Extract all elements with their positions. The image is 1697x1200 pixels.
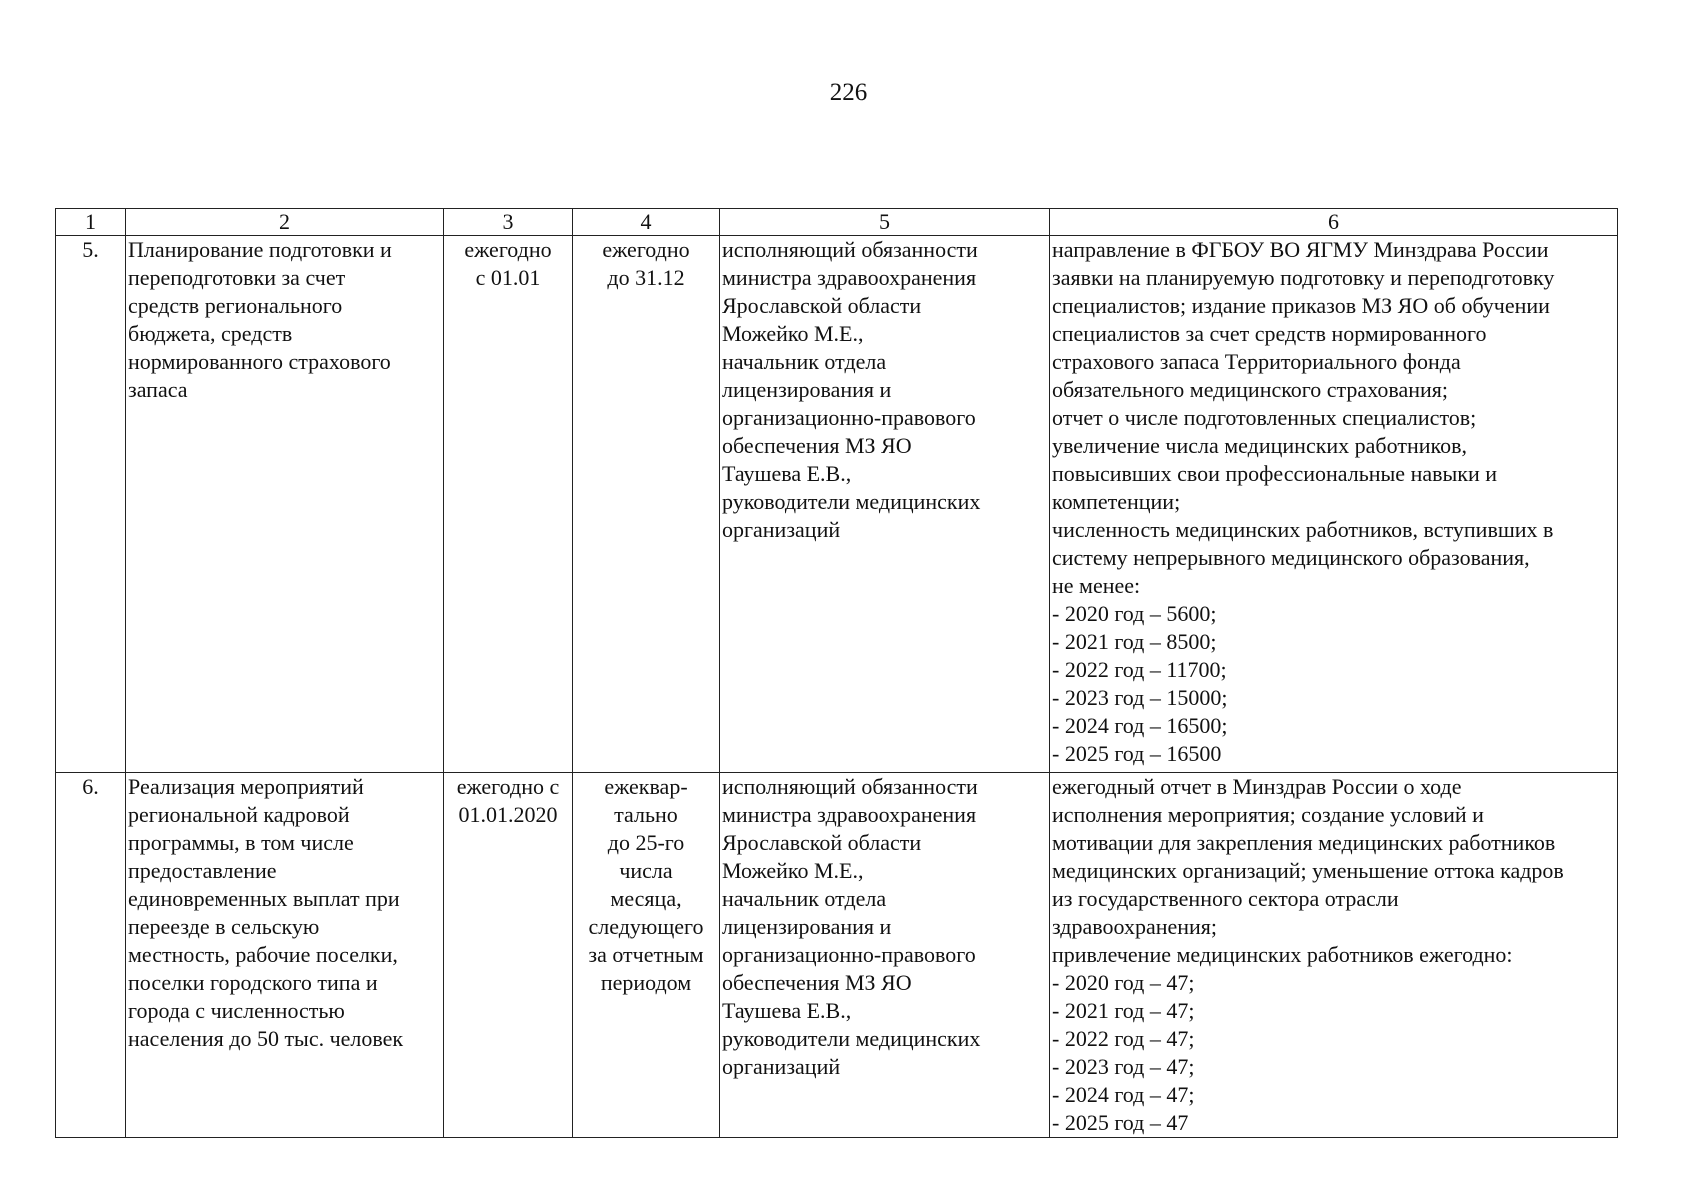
table-row [56, 236, 1618, 773]
measure-name-cell [126, 236, 444, 773]
cell-text-line: министра здравоохранения [722, 265, 977, 290]
cell-text-line: ежегодный отчет в Минздрав России о ходе [1052, 774, 1462, 799]
cell-text-line: населения до 50 тыс. человек [128, 1026, 404, 1051]
cell-text-line: направление в ФГБОУ ВО ЯГМУ Минздрава России [1052, 237, 1549, 262]
cell-text-line: ежегодно [464, 237, 552, 262]
cell-text-line: Ярославской области [722, 293, 922, 318]
cell-text-line: за отчетным [588, 942, 704, 967]
cell-text-line: руководители медицинских [722, 489, 981, 514]
cell-text-line: начальник отдела [722, 349, 887, 374]
cell-text-line: Таушева Е.В., [722, 461, 852, 486]
cell-text-line: организаций [722, 517, 841, 542]
cell-text-line: - 2024 год – 16500; [1052, 713, 1228, 738]
cell-text-line: организационно-правового [722, 405, 976, 430]
cell-text-line: страхового запаса Территориального фонда [1052, 349, 1461, 374]
start-date-cell [444, 236, 573, 773]
end-date-cell [573, 773, 720, 1138]
cell-text-line: с 01.01 [475, 265, 541, 290]
cell-text-line: региональной кадровой [128, 802, 350, 827]
column-number-1: 1 [56, 209, 126, 236]
cell-text-line: Таушева Е.В., [722, 998, 852, 1023]
cell-text-line: - 2020 год – 5600; [1052, 601, 1217, 626]
cell-text-line: министра здравоохранения [722, 802, 977, 827]
cell-text-line: привлечение медицинских работников ежегодно: [1052, 942, 1513, 967]
cell-text-line: - 2023 год – 47; [1052, 1054, 1195, 1079]
cell-text-line: местность, рабочие поселки, [128, 942, 398, 967]
cell-text-line: бюджета, средств [128, 321, 293, 346]
cell-text-line: нормированного страхового [128, 349, 391, 374]
row-number: 5. [56, 236, 126, 773]
cell-text-line: - 2023 год – 15000; [1052, 685, 1228, 710]
cell-text-line: здравоохранения; [1052, 914, 1218, 939]
cell-text-line: специалистов за счет средств нормированного [1052, 321, 1487, 346]
cell-text-line: - 2020 год – 47; [1052, 970, 1195, 995]
cell-text-line: периодом [600, 970, 692, 995]
cell-text-line: численность медицинских работников, вступивших в [1052, 517, 1554, 542]
cell-text-line: месяца, [610, 886, 682, 911]
cell-text-line: обеспечения МЗ ЯО [722, 970, 912, 995]
cell-text-line: обеспечения МЗ ЯО [722, 433, 912, 458]
cell-text-line: тально [614, 802, 678, 827]
cell-text-line: переподготовки за счет [128, 265, 346, 290]
cell-text-line: предоставление [128, 858, 277, 883]
measure-name-cell [126, 773, 444, 1138]
cell-text-line: не менее: [1052, 573, 1141, 598]
cell-text-line: средств регионального [128, 293, 343, 318]
cell-text-line: обязательного медицинского страхования; [1052, 377, 1448, 402]
cell-text-line: города с численностью [128, 998, 345, 1023]
cell-text-line: следующего [588, 914, 704, 939]
column-number-2: 2 [126, 209, 444, 236]
cell-text-line: отчет о числе подготовленных специалистов; [1052, 405, 1477, 430]
column-number-4: 4 [573, 209, 720, 236]
cell-text-line: ежеквар- [604, 774, 688, 799]
cell-text-line: мотивации для закрепления медицинских работников [1052, 830, 1556, 855]
column-number-6: 6 [1050, 209, 1618, 236]
cell-text-line: 01.01.2020 [458, 802, 558, 827]
cell-text-line: из государственного сектора отрасли [1052, 886, 1399, 911]
column-number-3: 3 [444, 209, 573, 236]
cell-text-line: до 25-го [607, 830, 685, 855]
result-cell [1050, 236, 1618, 773]
column-number-5: 5 [720, 209, 1050, 236]
cell-text-line: - 2022 год – 47; [1052, 1026, 1195, 1051]
cell-text-line: единовременных выплат при [128, 886, 400, 911]
cell-text-line: - 2021 год – 8500; [1052, 629, 1217, 654]
cell-text-line: - 2021 год – 47; [1052, 998, 1195, 1023]
cell-text-line: организаций [722, 1054, 841, 1079]
start-date-cell [444, 773, 573, 1138]
cell-text-line: программы, в том числе [128, 830, 354, 855]
column-number-row [56, 209, 1618, 236]
cell-text-line: исполняющий обязанности [722, 237, 978, 262]
cell-text-line: Можейко М.Е., [722, 321, 864, 346]
cell-text-line: специалистов; издание приказов МЗ ЯО об обучении [1052, 293, 1550, 318]
cell-text-line: переезде в сельскую [128, 914, 320, 939]
cell-text-line: исполняющий обязанности [722, 774, 978, 799]
cell-text-line: увеличение числа медицинских работников, [1052, 433, 1467, 458]
cell-text-line: медицинских организаций; уменьшение оттока кадров [1052, 858, 1564, 883]
page-number: 226 [829, 79, 868, 106]
measures-table [55, 208, 1618, 1138]
cell-text-line: Можейко М.Е., [722, 858, 864, 883]
cell-text-line: исполнения мероприятия; создание условий и [1052, 802, 1484, 827]
cell-text-line: до 31.12 [607, 265, 685, 290]
cell-text-line: повысивших свои профессиональные навыки и [1052, 461, 1498, 486]
result-cell [1050, 773, 1618, 1138]
cell-text-line: начальник отдела [722, 886, 887, 911]
cell-text-line: лицензирования и [722, 914, 892, 939]
cell-text-line: ежегодно с [456, 774, 560, 799]
cell-text-line: числа [619, 858, 673, 883]
cell-text-line: организационно-правового [722, 942, 976, 967]
row-number: 6. [56, 773, 126, 1138]
cell-text-line: Планирование подготовки и [128, 237, 392, 262]
table-row [56, 773, 1618, 1138]
cell-text-line: Реализация мероприятий [128, 774, 364, 799]
cell-text-line: Ярославской области [722, 830, 922, 855]
cell-text-line: поселки городского типа и [128, 970, 378, 995]
responsible-cell [720, 236, 1050, 773]
cell-text-line: заявки на планируемую подготовку и переподготовку [1052, 265, 1555, 290]
cell-text-line: запаса [128, 377, 188, 402]
cell-text-line: систему непрерывного медицинского образования, [1052, 545, 1530, 570]
cell-text-line: - 2024 год – 47; [1052, 1082, 1195, 1107]
cell-text-line: - 2022 год – 11700; [1052, 657, 1227, 682]
cell-text-line: ежегодно [602, 237, 690, 262]
cell-text-line: - 2025 год – 16500 [1052, 741, 1222, 766]
cell-text-line: компетенции; [1052, 489, 1181, 514]
cell-text-line: - 2025 год – 47 [1052, 1110, 1189, 1135]
cell-text-line: руководители медицинских [722, 1026, 981, 1051]
cell-text-line: лицензирования и [722, 377, 892, 402]
end-date-cell [573, 236, 720, 773]
responsible-cell [720, 773, 1050, 1138]
